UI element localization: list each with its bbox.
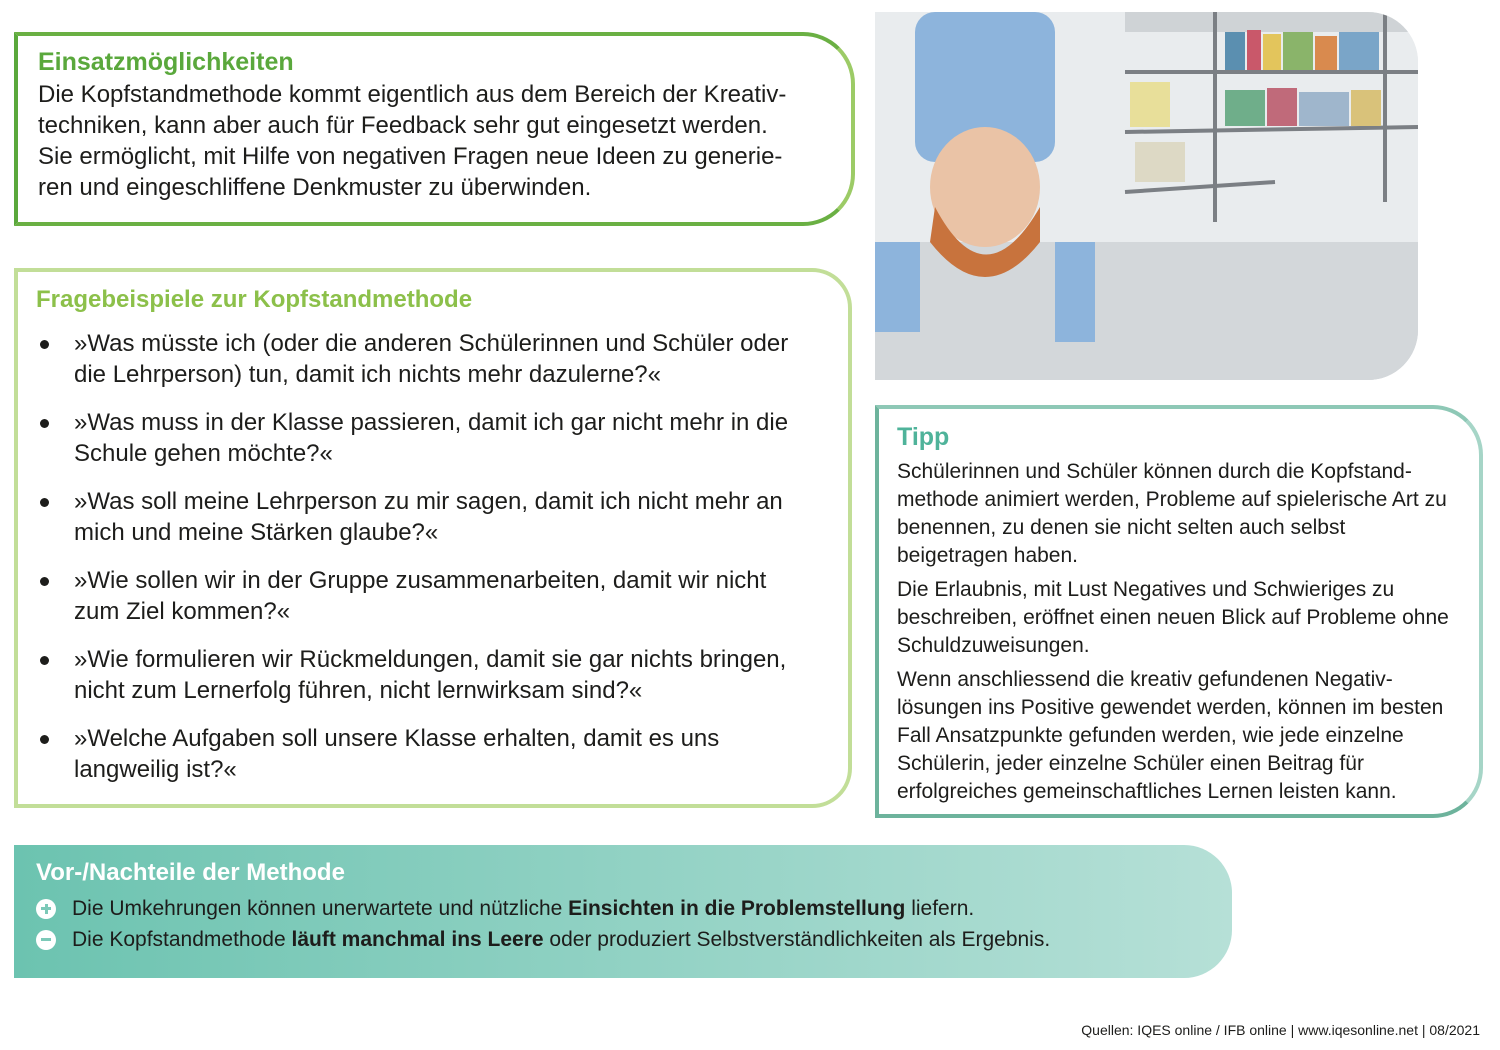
list-item: »Wie sollen wir in der Gruppe zusammenarbeiten, damit wir nicht zum Ziel kommen?« (36, 565, 830, 627)
fragen-list (36, 328, 830, 785)
einsatzmoeglichkeiten-box (14, 32, 855, 226)
list-item: »Was soll meine Lehrperson zu mir sagen, damit ich nicht mehr an mich und meine Stärken glaube?« (36, 486, 830, 548)
text-line: Sie ermöglicht, mit Hilfe von negativen Fragen neue Ideen zu generie- (38, 143, 783, 170)
einsatz-text (38, 79, 831, 203)
list-item: »Was muss in der Klasse passieren, damit ich gar nicht mehr in die Schule gehen möchte?« (36, 407, 830, 469)
tipp-paragraph: Die Erlaubnis, mit Lust Negatives und Schwieriges zu beschreiben, eröffnet einen neuen Blick auf Probleme ohne Schuldzuweisungen. (897, 578, 1449, 657)
tipp-title: Tipp (897, 423, 950, 451)
vor-nachteile-box (14, 845, 1232, 978)
advantage-text: Die Umkehrungen können unerwartete und nützliche Einsichten in die Problemstellung liefern. (72, 897, 975, 920)
tipp-paragraph: Wenn anschliessend die kreativ gefundenen Negativlösungen ins Positive gewendet werden, können im besten Fall Ansatzpunkte gefunden werden, wie jede einzelne Schülerin, jeder einzelne Schüler einen Beitrag für erfolgreiches gemeinschaftliches Lernen leisten kann. (897, 668, 1444, 803)
text-line: techniken, kann aber auch für Feedback sehr gut eingesetzt werden. (38, 112, 768, 139)
fragen-title: Fragebeispiele zur Kopfstandmethode (36, 286, 473, 313)
disadvantage-row (36, 924, 1210, 955)
plus-circle-icon (36, 899, 56, 919)
list-item: »Wie formulieren wir Rückmeldungen, damit sie gar nichts bringen, nicht zum Lernerfolg führen, nicht lernwirksam sind?« (36, 644, 830, 706)
list-item: »Welche Aufgaben soll unsere Klasse erhalten, damit es uns langweilig ist?« (36, 723, 830, 785)
advantage-row (36, 893, 1210, 924)
fragebeispiele-box (14, 268, 852, 808)
tipp-box (875, 405, 1483, 818)
photo-illustration (875, 12, 1418, 380)
disadvantage-text: Die Kopfstandmethode läuft manchmal ins Leere oder produziert Selbstverständlichkeiten als Ergebnis. (72, 928, 1051, 951)
einsatz-title: Einsatzmöglichkeiten (38, 48, 294, 76)
text-line: ren und eingeschliffene Denkmuster zu überwinden. (38, 174, 592, 201)
vornach-title: Vor-/Nachteile der Methode (36, 859, 345, 886)
tipp-paragraph: Schülerinnen und Schüler können durch die Kopfstandmethode animiert werden, Probleme auf spielerische Art zu benennen, zu denen sie nicht selten auch selbst beigetragen haben. (897, 460, 1447, 567)
minus-circle-icon (36, 930, 56, 950)
source-footer: Quellen: IQES online / IFB online | www.iqesonline.net | 08/2021 (1081, 1022, 1480, 1038)
list-item: »Was müsste ich (oder die anderen Schülerinnen und Schüler oder die Lehrperson) tun, damit ich nichts mehr dazulerne?« (36, 328, 830, 390)
text-line: Die Kopfstandmethode kommt eigentlich aus dem Bereich der Kreativ- (38, 81, 787, 108)
photo-upside-down-child (875, 12, 1418, 380)
